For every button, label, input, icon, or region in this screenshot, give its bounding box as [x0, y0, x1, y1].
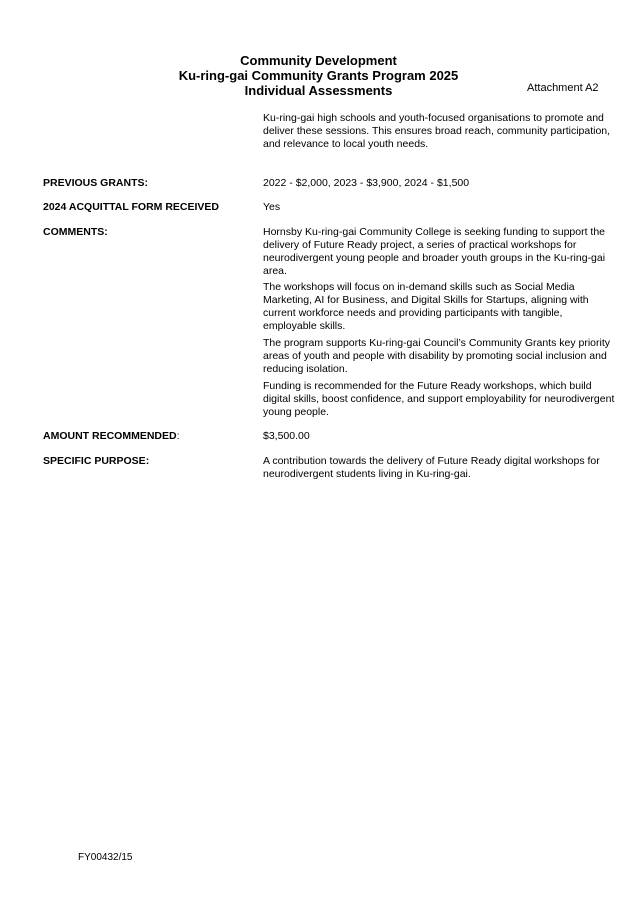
acquittal-value: Yes [263, 201, 281, 213]
amount-label-colon: : [176, 430, 180, 442]
section-title: Individual Assessments [244, 83, 393, 98]
previous-grants-label: PREVIOUS GRANTS: [43, 177, 149, 189]
department-title: Community Development [240, 53, 397, 68]
previous-grants-value: 2022 - $2,000, 2023 - $3,900, 2024 - $1,500 [263, 177, 470, 189]
document-reference: FY00432/15 [78, 852, 133, 863]
attachment-label: Attachment A2 [527, 82, 599, 94]
comments-paragraph-2: The workshops will focus on in-demand skills such as Social Media Marketing, AI for Business, and Digital Skills for Startups, aligning with current workforce needs and providing participants with tangible, employable skills. [263, 281, 589, 332]
comments-paragraph-4: Funding is recommended for the Future Ready workshops, which build digital skills, boost confidence, and support employability for neurodivergent young people. [263, 380, 615, 418]
amount-value: $3,500.00 [263, 430, 310, 442]
program-title: Ku-ring-gai Community Grants Program 2025 [178, 68, 459, 83]
amount-label [43, 430, 180, 443]
comments-paragraph-3: The program supports Ku-ring-gai Council’s Community Grants key priority areas of youth and people with disability by promoting social inclusion and reducing isolation. [263, 337, 611, 375]
purpose-label: SPECIFIC PURPOSE: [43, 455, 150, 467]
acquittal-label: 2024 ACQUITTAL FORM RECEIVED [43, 201, 219, 213]
amount-label-text: AMOUNT RECOMMENDED [43, 430, 177, 442]
continuation-paragraph: Ku-ring-gai high schools and youth-focused organisations to promote and deliver these sessions. This ensures broad reach, community participation, and relevance to local youth needs. [263, 112, 611, 150]
purpose-value: A contribution towards the delivery of Future Ready digital workshops for neurodivergent students living in Ku-ring-gai. [263, 455, 600, 480]
comments-label: COMMENTS: [43, 226, 108, 238]
comments-paragraph-1: Hornsby Ku-ring-gai Community College is seeking funding to support the delivery of Future Ready project, a series of practical workshops for neurodivergent young people and broader youth groups in the Ku-ring-gai area. [263, 226, 606, 277]
